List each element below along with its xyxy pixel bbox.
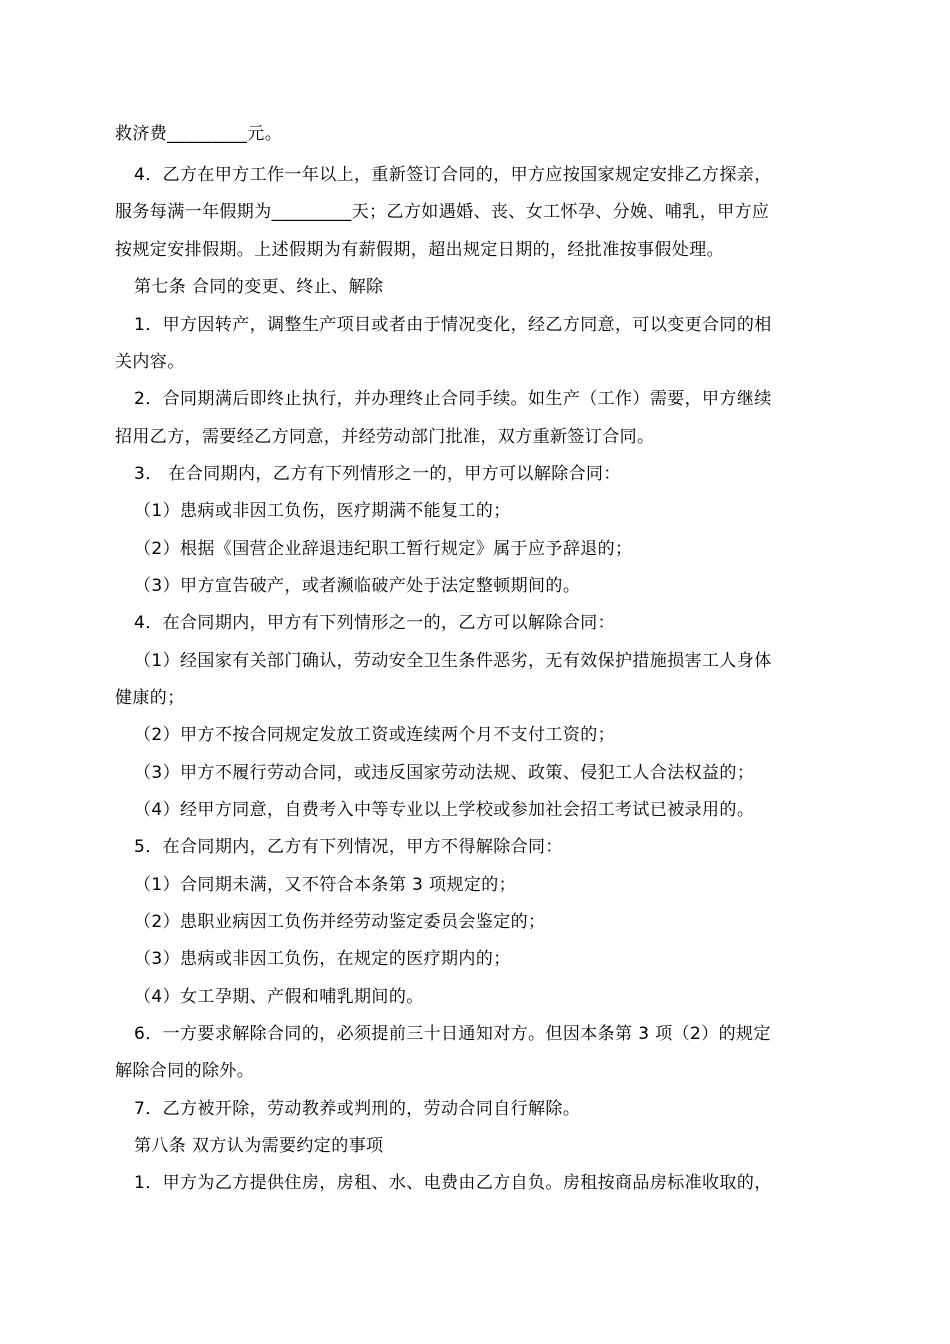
text-line: （3）甲方宣告破产，或者濒临破产处于法定整顿期间的。 [134,576,581,596]
text-line: 按规定安排假期。上述假期为有薪假期，超出规定日期的，经批准按事假处理。 [115,240,724,260]
text-line: 1．甲方因转产，调整生产项目或者由于情况变化，经乙方同意，可以变更合同的相 [134,315,772,335]
text-line: 5．在合同期内，乙方有下列情况，甲方不得解除合同： [134,837,563,857]
text-line: （1）经国家有关部门确认，劳动安全卫生条件恶劣，无有效保护措施损害工人身体 [134,651,772,671]
text-line: （2）根据《国营企业辞退违纪职工暂行规定》属于应予辞退的； [134,539,633,559]
text-line: （4）女工孕期、产假和哺乳期间的。 [134,987,424,1007]
text-line: （2）甲方不按合同规定发放工资或连续两个月不支付工资的； [134,725,616,745]
text-line: （1）合同期未满，又不符合本条第 3 项规定的； [134,875,517,895]
text-line: 2．合同期满后即终止执行，并办理终止合同手续。如生产（工作）需要，甲方继续 [134,389,772,409]
text-line: 救济费_________元。 [115,124,283,144]
section-heading: 第八条 双方认为需要约定的事项 [134,1136,384,1156]
text-line: （4）经甲方同意，自费考入中等专业以上学校或参加社会招工考试已被录用的。 [134,800,755,820]
text-line: 7．乙方被开除，劳动教养或判刑的，劳动合同自行解除。 [134,1099,581,1119]
text-line: 4．乙方在甲方工作一年以上，重新签订合同的，甲方应按国家规定安排乙方探亲， [134,165,772,185]
text-line: 健康的； [115,688,185,708]
text-line: 4．在合同期内，甲方有下列情形之一的，乙方可以解除合同： [134,613,616,633]
text-line: 6．一方要求解除合同的，必须提前三十日通知对方。但因本条第 3 项（2）的规定 [134,1024,771,1044]
text-line: 3． 在合同期内，乙方有下列情形之一的，甲方可以解除合同： [134,464,621,484]
text-line: （3）甲方不履行劳动合同，或违反国家劳动法规、政策、侵犯工人合法权益的； [134,763,755,783]
text-line: 服务每满一年假期为_________天；乙方如遇婚、丧、女工怀孕、分娩、哺乳，甲方应 [115,202,770,222]
text-line: （2）患职业病因工负伤并经劳动鉴定委员会鉴定的； [134,912,546,932]
text-line: （3）患病或非因工负伤，在规定的医疗期内的； [134,949,511,969]
text-line: 关内容。 [115,352,185,372]
text-line: 解除合同的除外。 [115,1061,255,1081]
text-line: （1）患病或非因工负伤，医疗期满不能复工的； [134,501,511,521]
text-line: 招用乙方，需要经乙方同意，并经劳动部门批准，双方重新签订合同。 [115,427,655,447]
section-heading: 第七条 合同的变更、终止、解除 [134,277,384,297]
text-line: 1．甲方为乙方提供住房，房租、水、电费由乙方自负。房租按商品房标准收取的， [134,1173,772,1193]
